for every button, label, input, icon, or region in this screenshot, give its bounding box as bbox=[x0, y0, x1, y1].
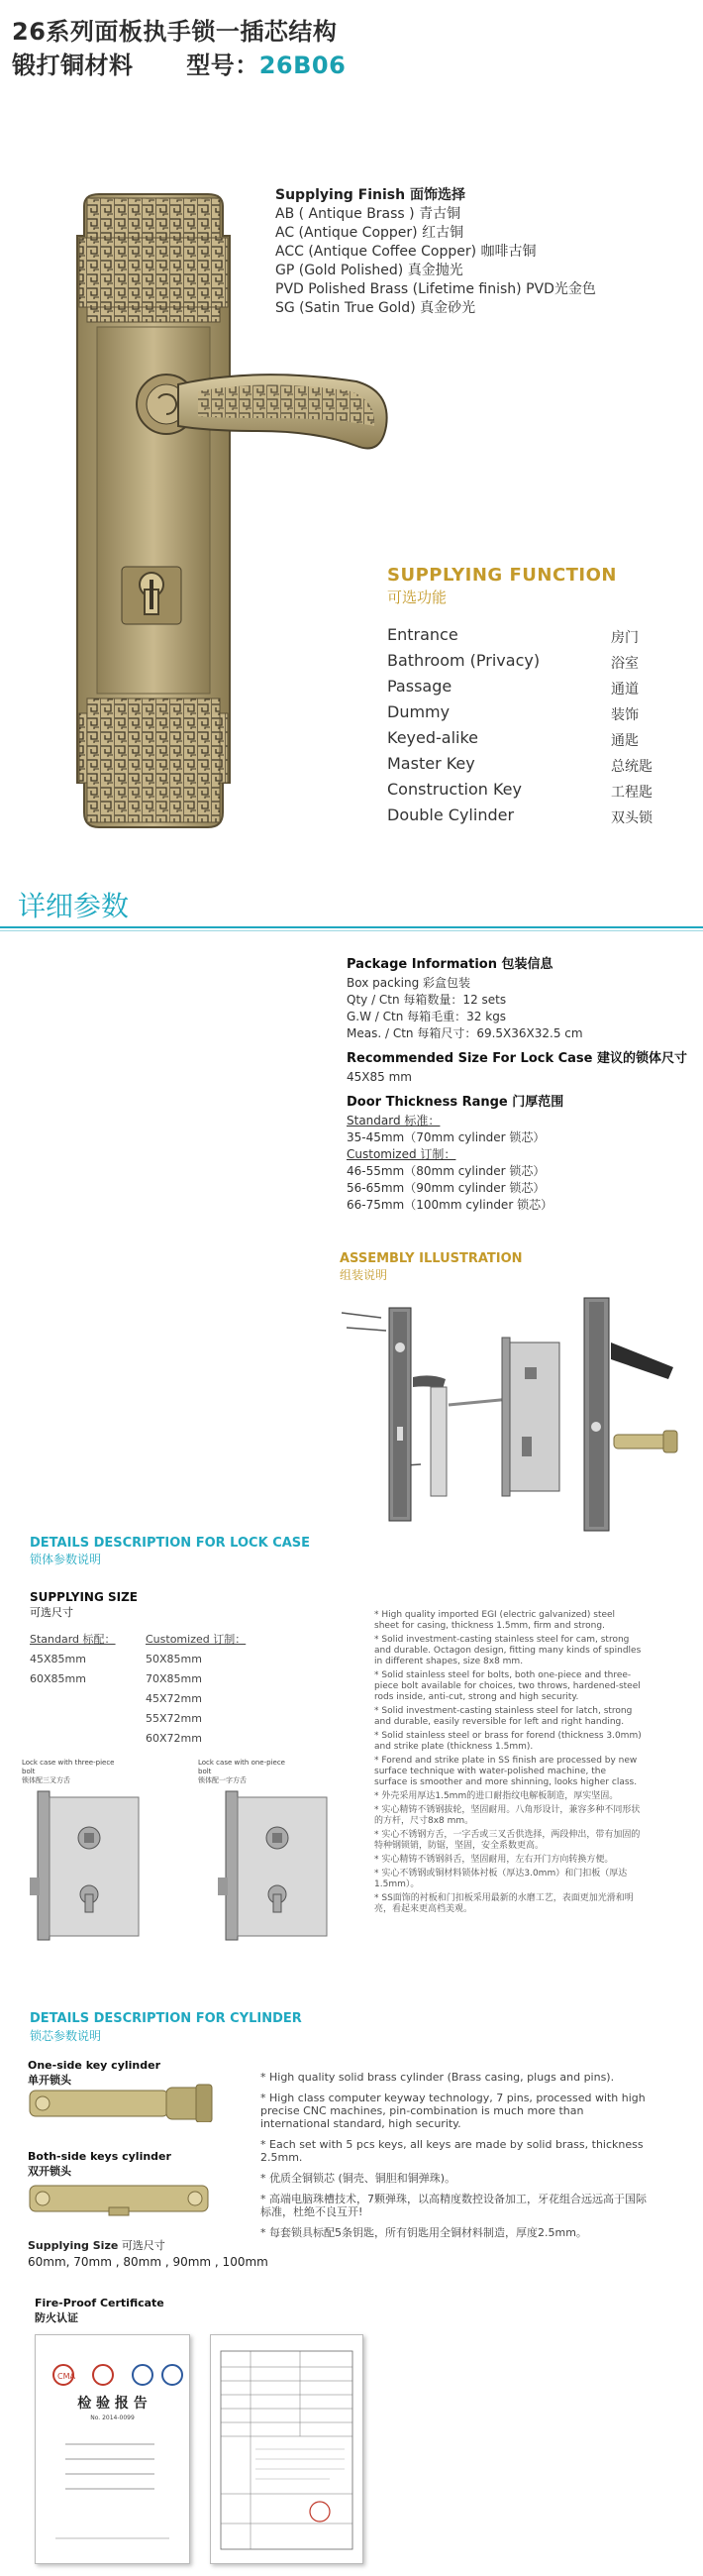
package-line: Meas. / Ctn 每箱尺寸：69.5X36X32.5 cm bbox=[347, 1026, 583, 1040]
package-line: Box packing 彩盒包装 bbox=[347, 976, 471, 990]
lockcase-custom-value: 70X85mm bbox=[146, 1672, 202, 1685]
lockcase-size-value: 45X85 mm bbox=[347, 1070, 412, 1084]
certificate-title-en: Fire-Proof Certificate bbox=[35, 2297, 164, 2309]
cylinder-bullets bbox=[260, 2071, 652, 2247]
cylinder-bullet: * 优质全铜锁芯 (铜壳、铜胆和铜弹珠)。 bbox=[260, 2172, 456, 2185]
cylinder-supply-label: Supplying Size bbox=[28, 2239, 119, 2252]
certificate-heading bbox=[35, 2297, 164, 2325]
certificate-detail-page bbox=[210, 2334, 363, 2564]
function-cn: 装饰 bbox=[611, 707, 639, 723]
lockcase-bullet: * Solid stainless steel or brass for forend (thickness 3.0mm) and strike plate (thickness 1.5mm). bbox=[374, 1731, 642, 1752]
finish-item: SG (Satin True Gold) 真金砂光 bbox=[275, 300, 476, 316]
function-cn: 通匙 bbox=[611, 733, 639, 749]
lockcase-standard bbox=[30, 1630, 139, 1689]
lockcase-supply-size bbox=[30, 1590, 138, 1620]
package-heading: Package Information 包装信息 bbox=[347, 957, 553, 972]
lockcase-subtitle: 锁体参数说明 bbox=[30, 1553, 102, 1566]
function-en: Dummy bbox=[387, 702, 451, 721]
finish-item: PVD Polished Brass (Lifetime finish) PVD光金色 bbox=[275, 281, 596, 297]
customized-value: 66-75mm（100mm cylinder 锁芯） bbox=[347, 1198, 553, 1212]
lockcase-photos bbox=[30, 1783, 337, 1952]
function-cn: 双头锁 bbox=[611, 810, 653, 826]
standard-label: Standard 标准： bbox=[347, 1114, 441, 1127]
standard-value: 35-45mm（70mm cylinder 锁芯） bbox=[347, 1130, 546, 1144]
one-side-cylinder-image bbox=[28, 2083, 216, 2122]
function-row bbox=[387, 651, 684, 677]
supply-size-cn: 可选尺寸 bbox=[30, 1606, 73, 1619]
cylinder-subtitle: 锁芯参数说明 bbox=[30, 2029, 102, 2043]
both-side-label-en: Both-side keys cylinder bbox=[28, 2150, 171, 2163]
title-line-1: 26系列面板执手锁一插芯结构 bbox=[12, 18, 338, 46]
customized-value: 46-55mm（80mm cylinder 锁芯） bbox=[347, 1164, 546, 1178]
function-row bbox=[387, 754, 684, 780]
supply-size-en: SUPPLYING SIZE bbox=[30, 1590, 138, 1604]
customized-value: 56-65mm（90mm cylinder 锁芯） bbox=[347, 1181, 546, 1195]
page-title bbox=[12, 12, 337, 47]
function-cn: 总统匙 bbox=[611, 759, 653, 775]
function-en: Keyed-alike bbox=[387, 728, 479, 747]
function-en: Master Key bbox=[387, 754, 475, 773]
model-number: 26B06 bbox=[258, 52, 347, 79]
lockcase-three-piece-photo bbox=[30, 1791, 139, 1940]
cylinder-bullet: * High class computer keyway technology, 7 pins, processed with high precise CNC machines, pin-combination is much more than international standard, high security. bbox=[260, 2092, 646, 2130]
function-subtitle: 可选功能 bbox=[387, 589, 448, 606]
both-side-cylinder-image bbox=[28, 2178, 216, 2217]
function-en: Passage bbox=[387, 677, 452, 696]
lockcase-custom-value: 55X72mm bbox=[146, 1712, 202, 1725]
function-list bbox=[387, 625, 684, 831]
certificate-cover bbox=[35, 2334, 190, 2564]
cylinder-title: DETAILS DESCRIPTION FOR CYLINDER bbox=[30, 2011, 302, 2026]
svg-text:CMA: CMA bbox=[57, 2372, 75, 2381]
details-divider bbox=[0, 926, 703, 928]
lockcase-size-heading: Recommended Size For Lock Case 建议的锁体尺寸 bbox=[347, 1051, 688, 1066]
function-cn: 浴室 bbox=[611, 656, 639, 672]
page-subtitle bbox=[12, 46, 346, 80]
lockcase-bullets bbox=[374, 1610, 642, 1918]
function-en: Double Cylinder bbox=[387, 805, 515, 824]
function-cn: 工程匙 bbox=[611, 785, 653, 801]
details-divider-thin bbox=[0, 930, 703, 931]
caption-three-piece: Lock case with three-piece bolt 锁体配三叉方舌 bbox=[22, 1759, 115, 1784]
lockcase-custom-value: 45X72mm bbox=[146, 1692, 202, 1705]
cylinder-bullet: * High quality solid brass cylinder (Brass casing, plugs and pins). bbox=[260, 2071, 615, 2084]
finish-item: GP (Gold Polished) 真金抛光 bbox=[275, 263, 463, 278]
material-label: 锻打铜材料 bbox=[12, 52, 134, 79]
function-row bbox=[387, 780, 684, 805]
lockcase-bullet: * 实心不锈钢或铜材料锁体衬板（厚达3.0mm）和门扣板（厚达1.5mm）。 bbox=[374, 1869, 628, 1889]
package-line: Qty / Ctn 每箱数量：12 sets bbox=[347, 993, 507, 1007]
lockcase-standard-label: Standard 标配： bbox=[30, 1633, 116, 1646]
lockcase-bullet: * 实心不锈钢方舌，一字舌或三叉舌供选择，两段伸出，带有加固的特种钢锁销，防锯，坚固，安全系数更高。 bbox=[374, 1830, 641, 1851]
one-side-label-en: One-side key cylinder bbox=[28, 2059, 160, 2072]
lockcase-bullet: * Solid investment-casting stainless steel for latch, strong and durable, easily reversible for left and right handing. bbox=[374, 1706, 633, 1727]
certificate-doc-title: 检 验 报 告 bbox=[77, 2396, 148, 2412]
certificate-title-cn: 防火认证 bbox=[35, 2311, 78, 2324]
function-title: SUPPLYING FUNCTION bbox=[387, 565, 617, 586]
lockcase-standard-value: 60X85mm bbox=[30, 1672, 86, 1685]
one-side-label-cn: 单开锁头 bbox=[28, 2074, 71, 2087]
both-side-label bbox=[28, 2150, 171, 2179]
package-info bbox=[347, 956, 693, 1214]
caption-one-piece: Lock case with one-piece bolt 锁体配一字方舌 bbox=[198, 1759, 285, 1784]
function-en: Construction Key bbox=[387, 780, 522, 799]
lockcase-bullet: * 外壳采用厚达1.5mm的进口耐指纹电解板制造，厚实坚固。 bbox=[374, 1791, 619, 1801]
function-row bbox=[387, 728, 684, 754]
lockcase-bullet: * Solid investment-casting stainless steel for cam, strong and durable. Octagon design, fitting many kinds of spindles in different shapes, size 8x8 mm. bbox=[374, 1635, 642, 1666]
assembly-subtitle: 组装说明 bbox=[340, 1268, 388, 1282]
cylinder-supply-size bbox=[28, 2237, 268, 2269]
lockcase-bullet: * 实心精铸不锈钢拔轮，坚固耐用。八角形设计，兼容多种不同形状的方杆，尺寸8x8 mm。 bbox=[374, 1805, 641, 1826]
function-cn: 通道 bbox=[611, 682, 639, 698]
cylinder-supply-label-cn: 可选尺寸 bbox=[121, 2239, 165, 2252]
cylinder-bullet: * Each set with 5 pcs keys, all keys are made by solid brass, thickness 2.5mm. bbox=[260, 2138, 644, 2164]
model-label: 型号： bbox=[186, 52, 259, 79]
function-row bbox=[387, 702, 684, 728]
cylinder-supply-values: 60mm, 70mm , 80mm , 90mm , 100mm bbox=[28, 2255, 268, 2269]
package-line: G.W / Ctn 每箱毛重：32 kgs bbox=[347, 1010, 507, 1023]
function-en: Bathroom (Privacy) bbox=[387, 651, 541, 670]
function-en: Entrance bbox=[387, 625, 458, 644]
lockcase-custom-value: 50X85mm bbox=[146, 1653, 202, 1665]
cylinder-bullet: * 每套锁具标配5条钥匙，所有钥匙用全铜材料制造，厚度2.5mm。 bbox=[260, 2226, 587, 2239]
lockcase-custom-label: Customized 订制： bbox=[146, 1633, 247, 1646]
finish-heading-en: Supplying Finish bbox=[275, 187, 406, 203]
finish-item: AB ( Antique Brass ) 青古铜 bbox=[275, 206, 461, 222]
certificate-logos bbox=[36, 2335, 189, 2563]
both-side-label-cn: 双开锁头 bbox=[28, 2165, 71, 2178]
finish-item: AC (Antique Copper) 红古铜 bbox=[275, 225, 464, 241]
lockcase-bullet: * SS面饰的衬板和门扣板采用最新的水磨工艺，表面更加光滑和明亮，看起来更高档美观。 bbox=[374, 1893, 634, 1914]
supplying-finish bbox=[275, 186, 691, 318]
lockcase-custom-value: 60X72mm bbox=[146, 1732, 202, 1745]
lockcase-customized bbox=[146, 1630, 254, 1749]
finish-heading-cn: 面饰选择 bbox=[409, 187, 465, 203]
certificate-table bbox=[211, 2335, 362, 2563]
function-cn: 房门 bbox=[611, 630, 639, 646]
function-row bbox=[387, 677, 684, 702]
lockcase-bullet: * High quality imported EGI (electric galvanized) steel sheet for casing, thickness 1.5mm, firm and strong. bbox=[374, 1610, 616, 1631]
finish-item: ACC (Antique Coffee Copper) 咖啡古铜 bbox=[275, 244, 537, 260]
customized-label: Customized 订制： bbox=[347, 1147, 456, 1161]
function-row bbox=[387, 625, 684, 651]
lockcase-bullet: * 实心精铸不锈钢斜舌，坚固耐用，左右开门方向转换方便。 bbox=[374, 1855, 614, 1865]
cylinder-bullet: * 高端电脑珠槽技术，7颗弹珠，以高精度数控设备加工，牙花组合远远高于国际标准，杜绝不良互开! bbox=[260, 2193, 647, 2218]
lockcase-bullet: * Solid stainless steel for bolts, both one-piece and three-piece bolt available for choices, two throws, hardened-steel rods inside, anti-cut, strong and high security. bbox=[374, 1670, 641, 1702]
lockcase-one-piece-photo bbox=[218, 1791, 327, 1940]
lockcase-title: DETAILS DESCRIPTION FOR LOCK CASE bbox=[30, 1536, 311, 1551]
assembly-illustration bbox=[332, 1288, 688, 1546]
lockcase-standard-value: 45X85mm bbox=[30, 1653, 86, 1665]
lockcase-bullet: * Forend and strike plate in SS finish are processed by new surface technique with water-polished machine, the surface is smoother and more shinning, looks higher class. bbox=[374, 1756, 638, 1787]
details-heading: 详细参数 bbox=[18, 890, 130, 922]
function-row bbox=[387, 805, 684, 831]
assembly-title: ASSEMBLY ILLUSTRATION bbox=[340, 1251, 523, 1266]
door-thickness-heading: Door Thickness Range 门厚范围 bbox=[347, 1095, 564, 1110]
certificate-doc-number: No. 2014-0099 bbox=[90, 2415, 135, 2421]
